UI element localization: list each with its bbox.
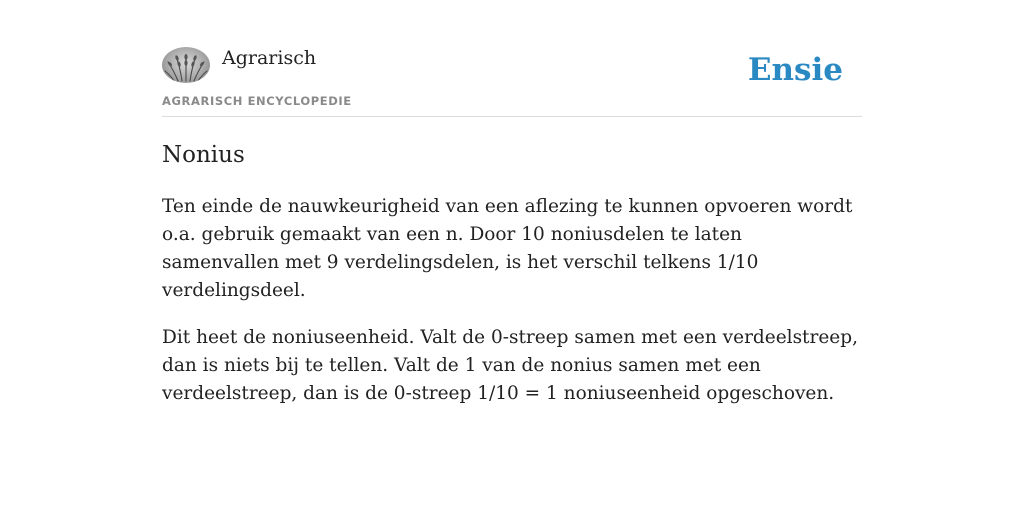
article-paragraph: Ten einde de nauwkeurigheid van een aflezing te kunnen opvoeren wordt o.a. gebruik gemaakt van een n. Door 10 noniusdelen te laten samenvallen met 9 verdelingsdelen, is het verschil telkens 1/10 verdelingsdeel. xyxy=(162,196,853,301)
article-title: Nonius xyxy=(162,142,245,168)
article-body xyxy=(162,193,862,427)
wheat-icon[interactable] xyxy=(162,47,210,83)
article-paragraph: Dit heet de noniuseenheid. Valt de 0-streep samen met een verdeelstreep, dan is niets bij te tellen. Valt de 1 van de nonius samen met een verdeelstreep, dan is de 0-streep 1/10 = 1 noniuseenheid opgeschoven. xyxy=(162,327,858,404)
site-header xyxy=(162,44,862,117)
brand-logo-link[interactable]: Ensie xyxy=(747,52,843,88)
site-subtitle: AGRARISCH ENCYCLOPEDIE xyxy=(162,94,352,108)
site-name[interactable]: Agrarisch xyxy=(222,47,317,69)
